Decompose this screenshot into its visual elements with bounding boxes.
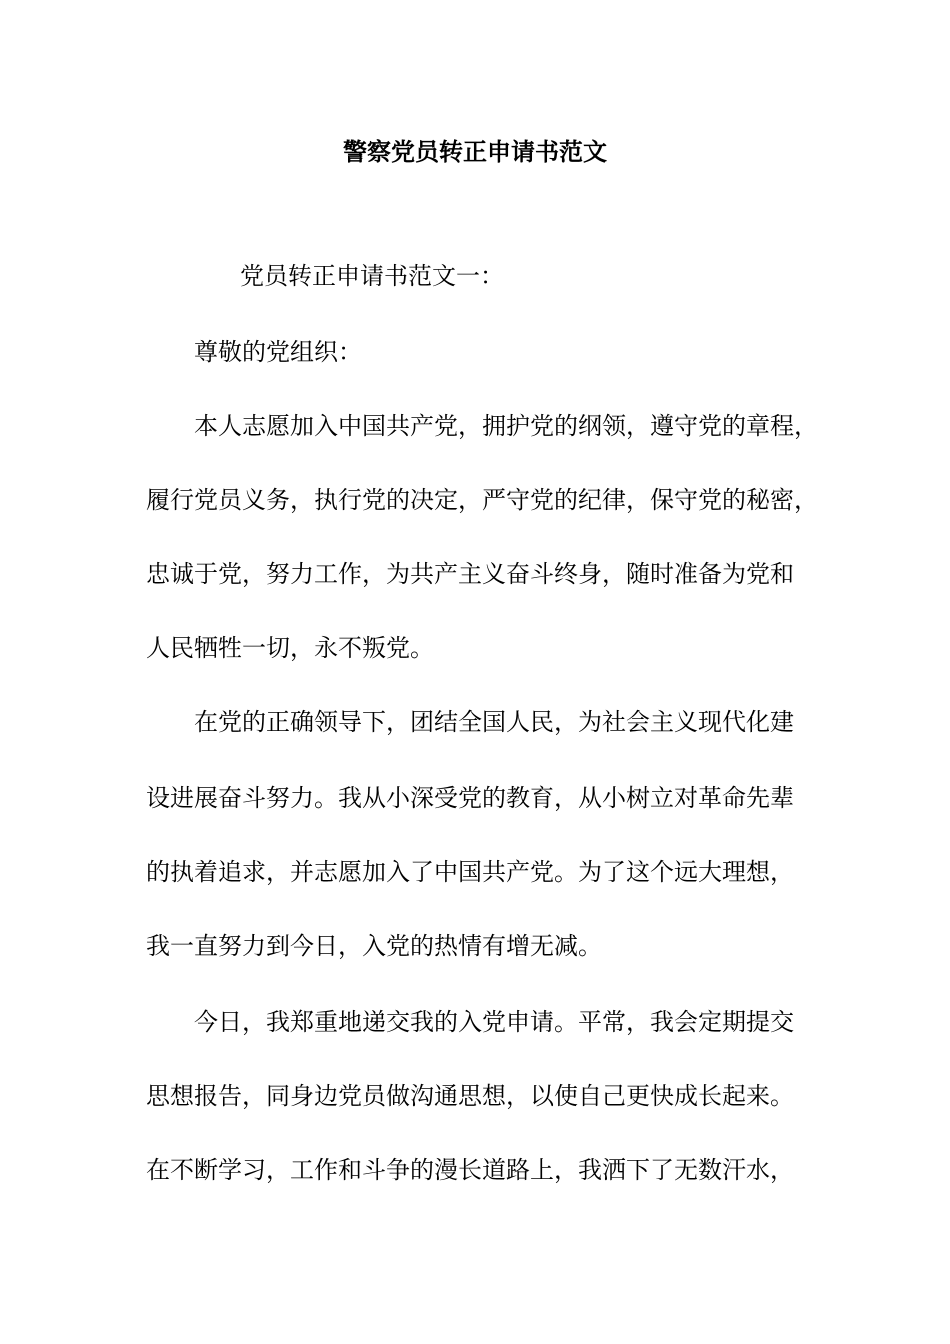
- body-line-9: 今日，我郑重地递交我的入党申请。平常，我会定期提交: [194, 1008, 794, 1036]
- body-line-4: 人民牺牲一切，永不叛党。: [146, 634, 434, 662]
- section-heading: 党员转正申请书范文一：: [240, 262, 504, 290]
- body-line-2: 履行党员义务，执行党的决定，严守党的纪律，保守党的秘密，: [146, 486, 818, 514]
- salutation: 尊敬的党组织：: [194, 338, 362, 366]
- body-line-3: 忠诚于党，努力工作，为共产主义奋斗终身，随时准备为党和: [146, 560, 794, 588]
- body-line-8: 我一直努力到今日，入党的热情有增无减。: [146, 932, 602, 960]
- document-title: 警察党员转正申请书范文: [343, 137, 607, 166]
- body-line-11: 在不断学习，工作和斗争的漫长道路上，我洒下了无数汗水，: [146, 1156, 794, 1184]
- body-line-5: 在党的正确领导下，团结全国人民，为社会主义现代化建: [194, 708, 794, 736]
- body-line-6: 设进展奋斗努力。我从小深受党的教育，从小树立对革命先辈: [146, 784, 794, 812]
- body-line-7: 的执着追求，并志愿加入了中国共产党。为了这个远大理想，: [146, 858, 794, 886]
- body-line-10: 思想报告，同身边党员做沟通思想，以使自己更快成长起来。: [146, 1082, 794, 1110]
- body-line-1: 本人志愿加入中国共产党，拥护党的纲领，遵守党的章程，: [194, 412, 818, 440]
